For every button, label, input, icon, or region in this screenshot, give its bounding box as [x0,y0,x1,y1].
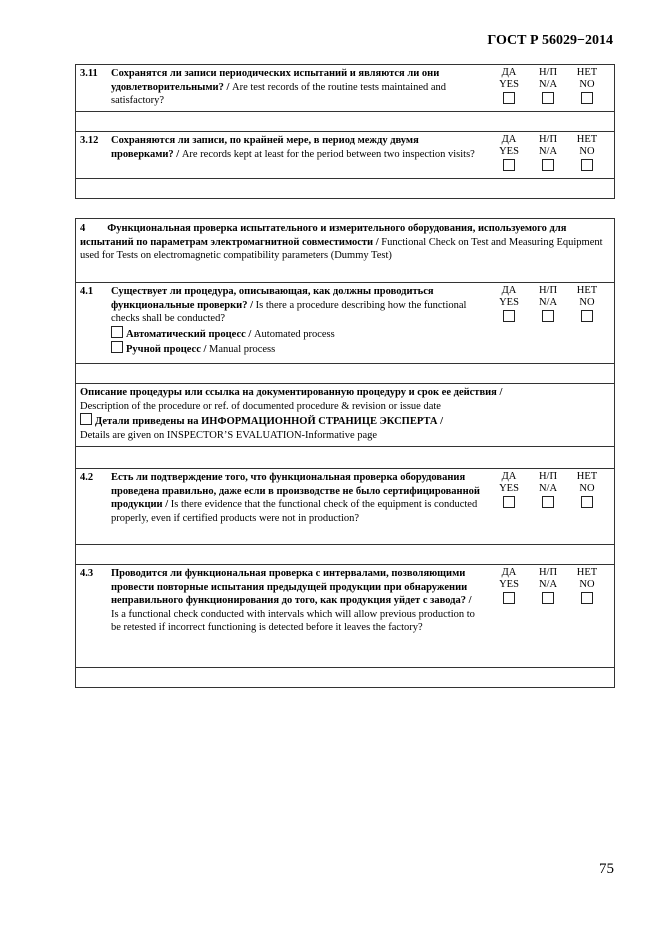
answer-no [570,567,604,665]
yes-label-en: YES [499,79,519,90]
description-title-ru: Описание процедуры или ссылка на документированную процедуру и срок ее действия / [80,387,503,398]
yes-label-en: YES [499,579,519,590]
answer-no [570,471,604,542]
question-4-2 [76,469,614,544]
question-ru: Сохраняются ли записи, по крайней мере, в период между двумя проверками? / [111,135,419,160]
no-label-ru: НЕТ [576,471,598,482]
section-title-en: Functional Check on Test and Measuring Equipment used for Tests on electromagnetic compatibility parameters (Dummy Test) [80,236,603,261]
no-label-en: NO [579,146,595,157]
question-ru: Проводится ли функциональная проверка с интервалами, позволяющими провести повторные испытания предыдущей продукции при обнаружении неправильного функционирования до того, как продукция уйдет с завода? / [111,568,472,606]
page-number: 75 [599,861,614,877]
item-number: 3.12 [80,135,99,146]
no-checkbox[interactable] [581,92,593,104]
na-label-en: N/A [538,79,558,90]
procedure-description [76,384,614,446]
details-label-en: Details are given on INSPECTOR’S EVALUATION-Informative page [80,429,378,441]
question-text [111,67,492,109]
answer-no [570,285,604,361]
question-en: Is there evidence that the functional check of the equipment is conducted properly, even if certified products were not in production? [111,499,478,524]
answer-na [531,567,565,665]
na-label-ru: Н/П [538,567,558,578]
manual-checkbox[interactable] [111,341,123,353]
no-label-ru: НЕТ [576,285,598,296]
answer-na [531,134,565,176]
question-en: Are test records of the routine tests maintained and satisfactory? [111,81,447,106]
yes-label-ru: ДА [501,134,517,145]
option-label-ru: Автоматический процесс / [126,328,252,340]
item-number: 4.2 [80,472,94,483]
answer-no [570,67,604,109]
section-number: 4 [80,223,86,234]
yes-label-ru: ДА [501,471,517,482]
na-label-ru: Н/П [538,285,558,296]
description-field[interactable] [76,447,615,469]
question-3-12 [76,132,614,178]
item-number: 4.1 [80,286,94,297]
item-number: 3.11 [80,68,98,79]
answer-no [570,134,604,176]
document-header: ГОСТ Р 56029−2014 [487,33,613,48]
section-4-heading [76,219,614,282]
no-checkbox[interactable] [581,159,593,171]
yes-label-en: YES [499,297,519,308]
na-checkbox[interactable] [542,159,554,171]
na-label-ru: Н/П [538,134,558,145]
no-label-ru: НЕТ [576,134,598,145]
answer-group [492,285,610,361]
section-title-ru: Функциональная проверка испытательного и измерительного оборудования, используемого для испытаний по параметрам электромагнитной совместимости / [80,223,567,248]
question-text [111,134,492,176]
na-checkbox[interactable] [542,92,554,104]
answer-group [492,134,610,176]
yes-label-en: YES [499,483,519,494]
no-label-en: NO [579,79,595,90]
automated-checkbox[interactable] [111,326,123,338]
na-checkbox[interactable] [542,496,554,508]
yes-label-ru: ДА [501,567,517,578]
no-label-en: NO [579,483,595,494]
yes-checkbox[interactable] [503,159,515,171]
question-text [111,471,492,542]
question-ru: Существует ли процедура, описывающая, как должны проводиться функциональные проверки? / [111,286,434,311]
yes-label-en: YES [499,146,519,157]
na-label-en: N/A [538,579,558,590]
yes-label-ru: ДА [501,67,517,78]
no-label-ru: НЕТ [576,67,598,78]
answer-yes [492,134,526,176]
checklist-table-3 [75,64,615,199]
question-4-1 [76,283,614,363]
no-checkbox[interactable] [581,310,593,322]
question-ru: Есть ли подтверждение того, что функциональная проверка оборудования проведена правильно, даже если в производстве не было сертифицированной продукции / [111,472,480,510]
answer-group [492,567,610,665]
na-checkbox[interactable] [542,592,554,604]
no-label-en: NO [579,297,595,308]
details-checkbox[interactable] [80,413,92,425]
no-label-en: NO [579,579,595,590]
answer-group [492,471,610,542]
details-label-ru: Детали приведены на ИНФОРМАЦИОННОЙ СТРАНИЦЕ ЭКСПЕРТА / [95,416,444,427]
yes-checkbox[interactable] [503,496,515,508]
comment-field-4-3[interactable] [76,668,615,688]
answer-na [531,285,565,361]
answer-yes [492,285,526,361]
yes-label-ru: ДА [501,285,517,296]
na-label-en: N/A [538,483,558,494]
question-en: Is there a procedure describing how the functional checks shall be conducted? [111,299,467,324]
question-4-3 [76,565,614,667]
question-ru: Сохранятся ли записи периодических испытаний и являются ли они удовлетворительными? / [111,68,440,93]
na-checkbox[interactable] [542,310,554,322]
answer-yes [492,471,526,542]
item-number: 4.3 [80,568,94,579]
question-text [111,567,492,665]
option-automated [111,326,484,342]
answer-na [531,67,565,109]
answer-na [531,471,565,542]
details-option [80,413,610,429]
no-label-ru: НЕТ [576,567,598,578]
no-checkbox[interactable] [581,592,593,604]
yes-checkbox[interactable] [503,310,515,322]
option-label-en: Automated process [251,328,335,340]
answer-yes [492,567,526,665]
option-label-ru: Ручной процесс / [126,344,207,355]
question-3-11 [76,65,614,111]
comment-field-3-11[interactable] [76,112,615,132]
na-label-en: N/A [538,146,558,157]
answer-yes [492,67,526,109]
na-label-ru: Н/П [538,67,558,78]
na-label-ru: Н/П [538,471,558,482]
question-en: Are records kept at least for the period between two inspection visits? [179,148,475,160]
question-en: Is a functional check conducted with intervals which will allow previous production to be retested if incorrect functioning is detected before it leaves the factory? [111,608,475,633]
answer-group [492,67,610,109]
comment-field-4-2[interactable] [76,545,615,565]
yes-checkbox[interactable] [503,592,515,604]
comment-field-4-1[interactable] [76,364,615,384]
na-label-en: N/A [538,297,558,308]
option-label-en: Manual process [206,344,276,355]
description-title-en: Description of the procedure or ref. of documented procedure & revision or issue date [80,400,441,412]
option-manual [111,341,484,357]
no-checkbox[interactable] [581,496,593,508]
yes-checkbox[interactable] [503,92,515,104]
question-text [111,285,492,361]
checklist-table-4 [75,218,615,688]
comment-field-3-12[interactable] [76,179,615,199]
